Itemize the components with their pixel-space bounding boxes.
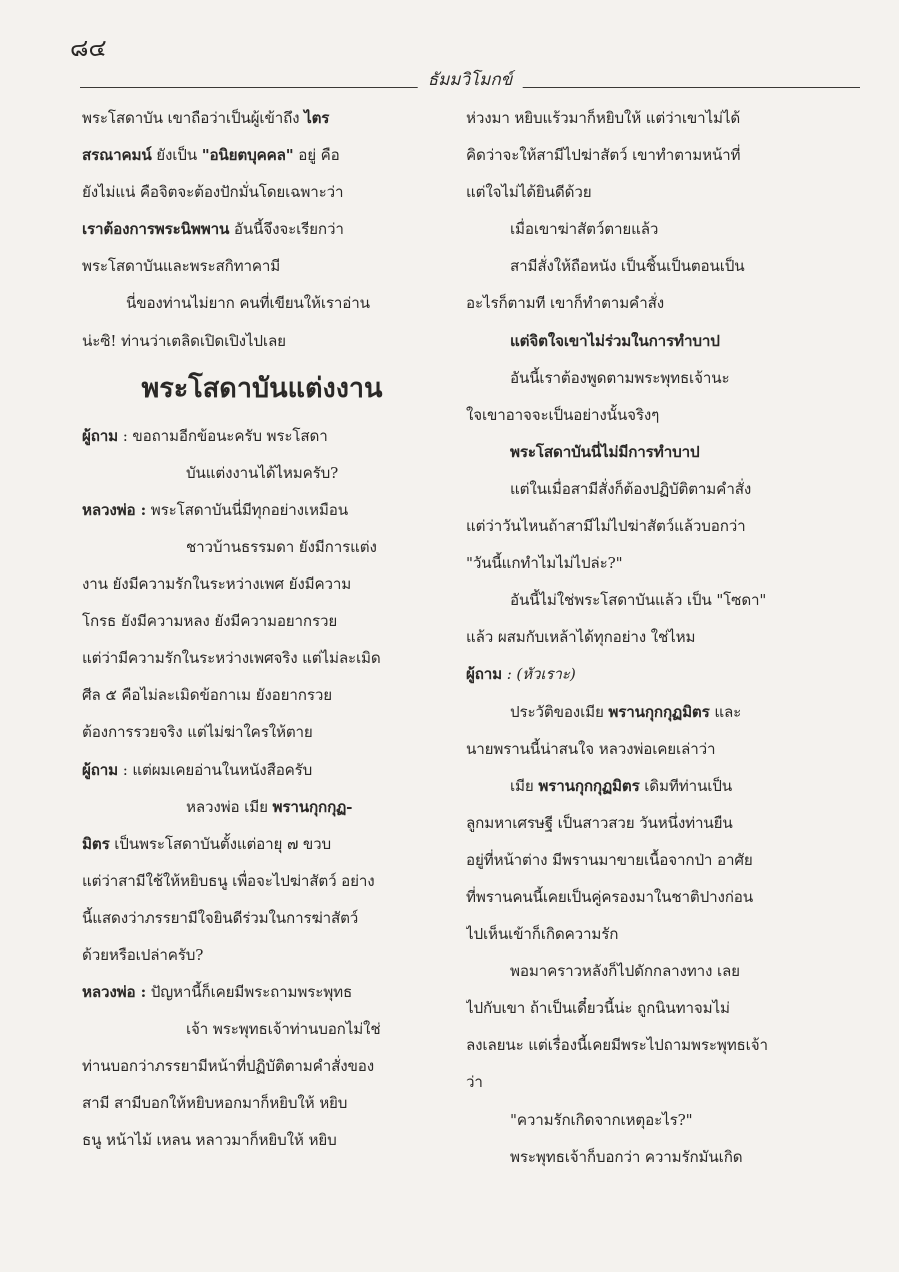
text-line: "ความรักเกิดจากเหตุอะไร?" bbox=[510, 1110, 693, 1129]
text-line: เจ้า พระพุทธเจ้าท่านบอกไม่ใช่ bbox=[186, 1020, 381, 1039]
text-line: แต่ว่ามีความรักในระหว่างเพศจริง แต่ไม่ละเมิด bbox=[82, 649, 381, 668]
text-line: ใจเขาอาจจะเป็นอย่างนั้นจริงๆ bbox=[466, 405, 660, 424]
text-line: ลงเลยนะ แต่เรื่องนี้เคยมีพระไปถามพระพุทธเจ้า bbox=[466, 1036, 768, 1055]
text-line: ลูกมหาเศรษฐี เป็นสาวสวย วันหนึ่งท่านยืน bbox=[466, 813, 733, 832]
text-line: ท่านบอกว่าภรรยามีหน้าที่ปฏิบัติตามคำสั่งของ bbox=[82, 1057, 375, 1076]
text-line: อยู่ที่หน้าต่าง มีพรานมาขายเนื้อจากป่า อาศัย bbox=[466, 850, 753, 869]
text-line: ที่พรานคนนี้เคยเป็นคู่ครองมาในชาติปางก่อน bbox=[466, 887, 754, 906]
text-line: ศีล ๕ คือไม่ละเมิดข้อกาเม ยังอยากรวย bbox=[82, 686, 332, 705]
text-line: ผู้ถาม : (หัวเราะ) bbox=[466, 665, 576, 684]
text-line: สรณาคมน์ ยังเป็น "อนิยตบุคคล" อยู่ คือ bbox=[82, 146, 340, 165]
text-line: เมื่อเขาฆ่าสัตว์ตายแล้ว bbox=[510, 220, 659, 239]
text-line: นี้แสดงว่าภรรยามีใจยินดีร่วมในการฆ่าสัตว์ bbox=[82, 908, 359, 927]
text-line: นายพรานนี้น่าสนใจ หลวงพ่อเคยเล่าว่า bbox=[466, 739, 716, 758]
text-line: บันแต่งงานได้ไหมครับ? bbox=[186, 463, 339, 482]
text-line: อันนี้ไม่ใช่พระโสดาบันแล้ว เป็น "โซดา" bbox=[510, 591, 767, 610]
text-line: ไปเห็นเข้าก็เกิดความรัก bbox=[466, 925, 619, 944]
text-line: ไปกับเขา ถ้าเป็นเดี๋ยวนี้น่ะ ถูกนินทาจมไม่ bbox=[466, 999, 730, 1018]
left-column bbox=[82, 100, 442, 1160]
speaker-label: ผู้ถาม bbox=[466, 665, 503, 684]
text-line: แต่ในเมื่อสามีสั่งก็ต้องปฏิบัติตามคำสั่ง bbox=[510, 479, 752, 498]
text-line: ผู้ถาม : ขอถามอีกข้อนะครับ พระโสดา bbox=[82, 426, 328, 445]
speaker-label: หลวงพ่อ : bbox=[82, 500, 147, 519]
text-line: แต่ใจไม่ได้ยินดีด้วย bbox=[466, 183, 592, 202]
speaker-label: ผู้ถาม bbox=[82, 760, 119, 779]
text-line: ด้วยหรือเปล่าครับ? bbox=[82, 945, 204, 964]
text-line: เมีย พรานกุกกุฏมิตร เดิมทีท่านเป็น bbox=[510, 776, 732, 795]
text-line: สามี สามีบอกให้หยิบหอกมาก็หยิบให้ หยิบ bbox=[82, 1094, 348, 1113]
text-line: โกรธ ยังมีความหลง ยังมีความอยากรวย bbox=[82, 612, 338, 631]
text-line: แล้ว ผสมกับเหล้าได้ทุกอย่าง ใช่ไหม bbox=[466, 628, 696, 647]
text-line: พระพุทธเจ้าก็บอกว่า ความรักมันเกิด bbox=[510, 1147, 743, 1166]
section-heading: พระโสดาบันแต่งงาน bbox=[141, 372, 383, 404]
speaker-label: หลวงพ่อ : bbox=[82, 983, 147, 1002]
text-line: พอมาคราวหลังก็ไปดักกลางทาง เลย bbox=[510, 962, 740, 981]
text-line: เราต้องการพระนิพพาน อันนี้จึงจะเรียกว่า bbox=[82, 220, 344, 239]
text-line: ว่า bbox=[466, 1073, 483, 1092]
text-line: สามีสั่งให้ถือหนัง เป็นชิ้นเป็นตอนเป็น bbox=[510, 257, 745, 276]
text-line: ต้องการรวยจริง แต่ไม่ฆ่าใครให้ตาย bbox=[82, 723, 313, 742]
text-line: นี่ของท่านไม่ยาก คนที่เขียนให้เราอ่าน bbox=[126, 294, 370, 313]
text-line: ยังไม่แน่ คือจิตจะต้องปักมั่นโดยเฉพาะว่า bbox=[82, 183, 344, 202]
text-line: มิตร เป็นพระโสดาบันตั้งแต่อายุ ๗ ขวบ bbox=[82, 834, 332, 853]
text-line: ผู้ถาม : แต่ผมเคยอ่านในหนังสือครับ bbox=[82, 760, 313, 779]
text-line: ชาวบ้านธรรมดา ยังมีการแต่ง bbox=[186, 537, 377, 556]
header-title: ธัมมวิโมกข์ bbox=[418, 66, 523, 93]
text-line: หลวงพ่อ เมีย พรานกุกกุฏ- bbox=[186, 797, 353, 816]
text-line: พระโสดาบันนี่ไม่มีการทำบาป bbox=[510, 442, 700, 461]
text-line: งาน ยังมีความรักในระหว่างเพศ ยังมีความ bbox=[82, 575, 352, 594]
text-line: ห่วงมา หยิบแร้วมาก็หยิบให้ แต่ว่าเขาไม่ได้ bbox=[466, 109, 741, 127]
text-line: พระโสดาบัน เขาถือว่าเป็นผู้เข้าถึง ไตร bbox=[82, 109, 330, 127]
running-header bbox=[80, 60, 860, 96]
page-number: ๘๔ bbox=[70, 34, 107, 62]
right-column bbox=[466, 100, 826, 1176]
text-line: น่ะซิ! ท่านว่าเตลิดเปิดเปิงไปเลย bbox=[82, 331, 286, 350]
text-line: พระโสดาบันและพระสกิทาคามี bbox=[82, 257, 281, 276]
text-line: คิดว่าจะให้สามีไปฆ่าสัตว์ เขาทำตามหน้าที่ bbox=[466, 146, 741, 165]
text-line: แต่จิตใจเขาไม่ร่วมในการทำบาป bbox=[510, 331, 720, 350]
speaker-label: ผู้ถาม bbox=[82, 426, 119, 445]
text-line: อันนี้เราต้องพูดตามพระพุทธเจ้านะ bbox=[510, 368, 730, 387]
text-line: แต่ว่าสามีใช้ให้หยิบธนู เพื่อจะไปฆ่าสัตว์ อย่าง bbox=[82, 871, 375, 890]
text-line: ประวัติของเมีย พรานกุกกุฏมิตร และ bbox=[510, 702, 742, 721]
text-line: แต่ว่าวันไหนถ้าสามีไม่ไปฆ่าสัตว์แล้วบอกว่า bbox=[466, 517, 746, 536]
text-line: หลวงพ่อ : พระโสดาบันนี่มีทุกอย่างเหมือน bbox=[82, 500, 348, 519]
text-line: "วันนี้แกทำไมไม่ไปล่ะ?" bbox=[466, 554, 623, 573]
text-line: อะไรก็ตามที เขาก็ทำตามคำสั่ง bbox=[466, 294, 664, 313]
text-line: หลวงพ่อ : ปัญหานี้ก็เคยมีพระถามพระพุทธ bbox=[82, 983, 353, 1002]
text-line: ธนู หน้าไม้ เหลน หลาวมาก็หยิบให้ หยิบ bbox=[82, 1131, 337, 1150]
